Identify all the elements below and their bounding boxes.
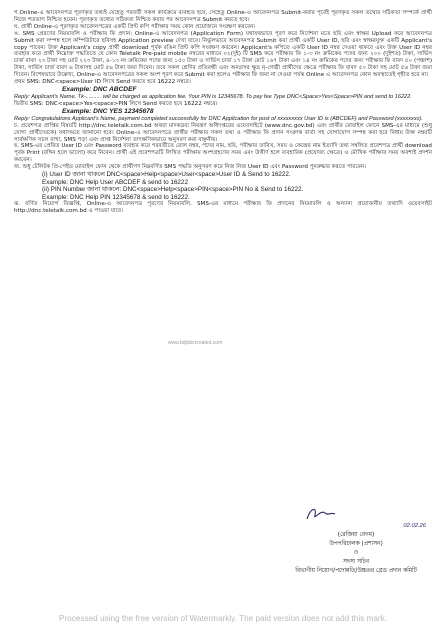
paragraph-jha: ঝ. বর্ণিত নিয়োগ বিজ্ঞপ্তি, Online-এ আবেদনপত্র পূরণের নিয়মাবলি, SMS-এর মাধ্যমে পরীক্ষার ফি প্রদানের নিয়মাবলি ও অন্যান্য প্রয়োজনীয় তথ্যাদি ওয়েবসাইট http://dnc.teletalk.com.bd এ পাওয়া যাবে। <box>14 201 432 215</box>
signature-date: 02.02.26 <box>403 523 426 529</box>
signature-block <box>286 500 426 576</box>
paragraph-ja: জ. শুধু টেলিটক প্রি-পেইড মোবাইল ফোন থেকে প্রার্থীগণ নিম্নবর্ণিত SMS পদ্ধতি অনুসরণ করে নিজ নিজ User ID এবং Password পুনরুদ্ধার করতে পারবেন। <box>14 164 367 171</box>
paragraph-cha: চ. প্রবেশপত্র প্রাপ্তির বিষয়টি http://dnc.teletalk.com.bd অথবা মাদকদ্রব্য নিয়ন্ত্রণ অধিদপ্তরের ওয়েবসাইটে (www.dnc.gov.bd) এবং প্রার্থীর মোবাইল ফোনে SMS-এর মাধ্যমে (শুধু যোগ্য প্রার্থীদেরকে) যথাসময়ে জানানো হবে। Online-এ আবেদনপত্রে প্রার্থীর পরীক্ষার সকল তথ্য ও পরীক্ষার ফি প্রদান সংক্রান্ত বার্তা সহ যোগাযোগ সম্পন্ন করা হবে বিধায় উক্ত নম্বরটি সার্বক্ষণিক সচল রাখা, SMS পড়া এবং প্রাপ্ত নির্দেশনা তাৎক্ষণিকভাবে অনুসরণ করা বাঞ্ছনীয়। <box>14 122 432 143</box>
paragraph-gha: ঘ. প্রার্থী Online-এ পূরণকৃত আবেদনপত্রের একটি প্রিন্ট কপি পরীক্ষার সময় কোন প্রয়োজনে সংরক্ষণ করবেন। <box>14 23 256 30</box>
example-2: Example: DNC YES 12345678 <box>62 107 154 115</box>
reply-1: Reply: Applicant's Name, Tk-.......... will be charged as application fee. Your PIN is 12345678. To pay fee Type DNC<Space>Yes<Space>PIN and send to 16222. <box>14 93 412 100</box>
recovery-list-i-example: Example: DNC Help User ABCDEF & send to 16222 <box>42 178 188 186</box>
first-sms-instruction: প্রথম SMS: DNC<space>User ID লিখে Send করতে হবে 16222 নম্বরে। <box>14 79 191 86</box>
signatory-and: ও <box>353 550 359 556</box>
paragraph-nga: ঙ. SMS প্রেরণের নিয়মাবলি ও পরীক্ষার ফি প্রদান: Online-এ আবেদনপত্র (Application Form) যথাযথভাবে পূরণ করে নির্দেশনা মতে ছবি এবং স্বাক্ষর Upload করে আবেদনপত্র Submit করা সম্পন্ন হলে কম্পিউটারে ছবিসহ Application preview দেখা যাবে। নির্ভুলভাবে আবেদনপত্র Submit করা প্রার্থী একটি User ID, ছবি এবং স্বাক্ষরযুক্ত একটি Applicant's copy পাবেন। উক্ত Applicant's copy প্রার্থী download পূর্বক রঙিন প্রিন্ট কপি সংরক্ষণ করবেন। Applicant's কপিতে একটি User ID নম্বর দেওয়া থাকবে এবং উক্ত User ID নম্বর ব্যবহার করে প্রার্থী নিম্নোক্ত পদ্ধতিতে যে কোন Teletalk Pre-paid mobile নম্বরের মাধ্যমে ০২(দুই) টি SMS করে পরীক্ষার ফি ১-৩ নং ক্রমিকের পদের জন্য ২০০ (দুইশত) টাকা, সার্ভিস চার্জ বাবদ ২৩ টাকা সহ মোট ২২৩ টাকা, ৪-১৩ নং ক্রমিকের পদের জন্য ১৫০ টাকা ও সার্ভিস চার্জ ১৭ টাকা মোট ১৬৭ টাকা এবং ১৪ নং ক্রমিকের পদের জন্য পরীক্ষার ফি বাবদ ৫০ (পঞ্চাশ) টাকা, সার্ভিস চার্জ বাবদ ৬ টাকাসহ মোট ৫৬ টাকা জমা দিবেন। তবে সকল শ্রেণির প্রতিবন্ধী এবং অনগ্রসর ক্ষুদ্র নৃ-গোষ্ঠী প্রার্থীদের ক্ষেত্রে পরীক্ষার ফি বাবদ ৫০ টাকা সহ মোট ৫৬ টাকা জমা দিবেন। বিশেষভাবে উল্লেখ্য, Online-এ আবেদনপত্রের সকল অংশ পূরণ করে Submit করা হলেও পরীক্ষার ফি জমা না দেওয়া পর্যন্ত Online এ আবেদনপত্র কোন অবস্থাতেই গৃহীত হবে না। <box>14 30 432 79</box>
recovery-list-ii-example: Example: DNC Help PIN 12345678 & send to 16222. <box>42 193 190 201</box>
signatory-role: সদস্য সচিব <box>342 559 370 565</box>
recovery-list-i: (i) User ID জানা থাকলে DNC<space>Help<space>User<space>User ID & Send to 16222. <box>42 171 291 179</box>
signatory-name: (রেজিয়া বেগম) <box>337 532 375 538</box>
reply-2: Reply: Congratulations Applicant's Name, payment completed successfully for DNC Application for post of xxxxxxxxx User ID is (ABCDEF) and Password (xxxxxxxx). <box>14 115 423 122</box>
second-sms-instruction: দ্বিতীয় SMS: DNC<space>Yes<space>PIN লিখে Send করতে হবে 16222 নম্বরে। <box>14 100 218 107</box>
recovery-list-ii: (ii) PIN Number জানা থাকলে: DNC<space>Help<space>PIN<space>PIN No & Send to 16222. <box>42 186 304 194</box>
example-1: Example: DNC ABCDEF <box>62 85 137 93</box>
document-body <box>14 10 432 215</box>
signatory-title: উপপরিচালক (প্রশাসন) <box>329 541 383 547</box>
signatory-committee: বিভাগীয় নিয়োগ/পদোন্নতি/উচ্চতর গ্রেড প্রদান কমিটি <box>295 568 417 574</box>
center-mark: www.bdjobscreated.com <box>168 340 223 346</box>
paragraph-ga: গ.Online-এ আবেদনপত্র পূরণকৃত তথ্যই যেহেতু পরবর্তী সকল কার্যক্রমে ব্যবহৃত হবে, সেহেতু Online-এ আবেদনপত্র Submit-করার পূর্বেই পূরণকৃত সকল তথ্যের সঠিকতা সম্পর্কে প্রার্থী নিজে শতভাগ নিশ্চিত হবেন। পূরণকৃত তথ্যের সঠিকতা নিশ্চিত করার পর আবেদনপত্র Submit করতে হবে। <box>14 10 432 23</box>
watermark: Processed using the free version of Watermarkly. The paid version does not add this mark. <box>59 614 387 623</box>
paragraph-chha: ছ. SMS-এর প্রেরিত User ID এবং Password ব্যবহার করে পরবর্তীতে রোল নম্বর, পদের নাম, ছবি, পরীক্ষার তারিখ, সময় ও কেন্দ্রের নাম ইত্যাদি তথ্য সম্বলিত প্রবেশপত্র প্রার্থী download পূর্বক Print (রঙ্গিন হলে ভালো) করে নিবেন। প্রার্থী এই প্রবেশপত্রটি লিখিত পরীক্ষায় অংশগ্রহণের সময় এবং উত্তীর্ণ হলে ব্যবহারিক (প্রযোজ্য ক্ষেত্রে) ও মৌখিক পরীক্ষার সময় অবশ্যই প্রদর্শন করবেন। <box>14 143 432 164</box>
